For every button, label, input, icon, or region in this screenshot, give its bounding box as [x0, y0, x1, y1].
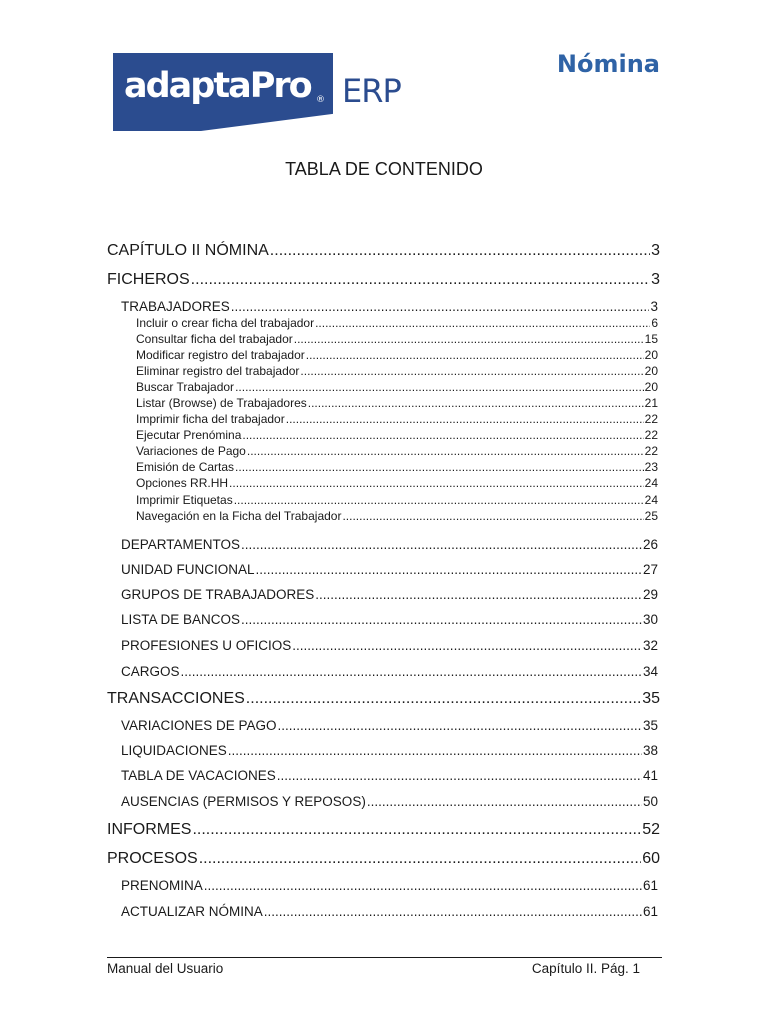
toc-entry-page-number: 61 — [642, 878, 658, 893]
toc-entry-label: TRABAJADORES — [121, 299, 230, 314]
toc-entry-page-number: 6 — [651, 316, 658, 330]
toc-dot-leader — [241, 537, 642, 552]
toc-entry-page-number: 3 — [651, 242, 660, 259]
footer-rule — [107, 957, 662, 958]
toc-entry-page-number: 22 — [644, 412, 658, 426]
toc-entry-page-number: 24 — [644, 493, 658, 507]
logo-erp-suffix: ERP — [342, 72, 401, 110]
toc-dot-leader — [278, 718, 642, 733]
toc-entry-page-number: 21 — [644, 396, 658, 410]
toc-dot-leader — [264, 904, 642, 919]
toc-dot-leader — [256, 562, 642, 577]
toc-entry-label: CARGOS — [121, 664, 180, 679]
toc-entry[interactable] — [121, 662, 658, 679]
toc-entry[interactable] — [136, 363, 658, 378]
toc-dot-leader — [234, 493, 644, 507]
toc-entry-label: AUSENCIAS (PERMISOS Y REPOSOS) — [121, 794, 366, 809]
toc-entry-label: PRENOMINA — [121, 878, 203, 893]
toc-entry-label: CAPÍTULO II NÓMINA — [107, 242, 269, 259]
toc-entry-page-number: 41 — [642, 768, 658, 783]
toc-dot-leader — [306, 348, 644, 362]
toc-dot-leader — [228, 743, 642, 758]
toc-entry-label: Ejecutar Prenómina — [136, 428, 242, 442]
toc-dot-leader — [192, 821, 641, 839]
toc-dot-leader — [270, 242, 650, 260]
toc-dot-leader — [242, 428, 643, 442]
toc-entry-label: LISTA DE BANCOS — [121, 612, 241, 627]
toc-entry[interactable] — [136, 395, 658, 410]
toc-entry-label: TRANSACCIONES — [107, 690, 245, 707]
toc-entry-label: GRUPOS DE TRABAJADORES — [121, 587, 315, 602]
toc-entry-label: PROCESOS — [107, 850, 198, 867]
toc-dot-leader — [294, 332, 644, 346]
toc-dot-leader — [315, 316, 650, 330]
toc-entry[interactable] — [136, 475, 658, 490]
toc-entry-label: Eliminar registro del trabajador — [136, 364, 300, 378]
toc-entry[interactable] — [136, 411, 658, 426]
toc-entry-label: DEPARTAMENTOS — [121, 537, 241, 552]
toc-dot-leader — [235, 380, 644, 394]
toc-entry[interactable] — [121, 766, 658, 783]
toc-entry[interactable] — [121, 585, 658, 602]
toc-dot-leader — [308, 396, 644, 410]
toc-entry-label: FICHEROS — [107, 271, 190, 288]
toc-entry[interactable] — [136, 459, 658, 474]
toc-dot-leader — [229, 476, 644, 490]
toc-dot-leader — [367, 794, 642, 809]
logo-text: adaptaPro — [124, 66, 311, 106]
toc-entry-page-number: 60 — [642, 850, 660, 867]
footer-manual-label: Manual del Usuario — [107, 961, 224, 976]
toc-entry-page-number: 26 — [642, 537, 658, 552]
toc-dot-leader — [241, 612, 642, 627]
toc-entry-label: LIQUIDACIONES — [121, 743, 227, 758]
toc-dot-leader — [292, 638, 642, 653]
toc-entry[interactable] — [107, 240, 660, 260]
toc-entry-label: Navegación en la Ficha del Trabajador — [136, 509, 342, 523]
toc-entry[interactable] — [121, 902, 658, 919]
toc-entry-label: Emisión de Cartas — [136, 460, 235, 474]
toc-entry-label: Imprimir Etiquetas — [136, 493, 233, 507]
toc-dot-leader — [204, 878, 642, 893]
toc-dot-leader — [277, 768, 642, 783]
toc-entry[interactable] — [121, 716, 658, 733]
toc-entry-page-number: 22 — [644, 428, 658, 442]
toc-entry[interactable] — [121, 876, 658, 893]
toc-entry[interactable] — [136, 315, 658, 330]
toc-entry-label: Variaciones de Pago — [136, 444, 246, 458]
toc-entry-label: Buscar Trabajador — [136, 380, 235, 394]
toc-entry-page-number: 35 — [642, 690, 660, 707]
toc-dot-leader — [246, 690, 641, 708]
toc-entry[interactable] — [136, 492, 658, 507]
toc-entry-label: PROFESIONES U OFICIOS — [121, 638, 292, 653]
toc-entry-page-number: 25 — [644, 509, 658, 523]
toc-entry[interactable] — [121, 636, 658, 653]
toc-dot-leader — [231, 299, 650, 314]
toc-entry[interactable] — [121, 741, 658, 758]
toc-entry-page-number: 24 — [644, 476, 658, 490]
toc-entry[interactable] — [136, 347, 658, 362]
toc-entry-page-number: 50 — [642, 794, 658, 809]
toc-entry[interactable] — [136, 331, 658, 346]
toc-entry-page-number: 32 — [642, 638, 658, 653]
toc-entry-page-number: 20 — [644, 348, 658, 362]
footer-page-label: Capítulo II. Pág. 1 — [531, 961, 640, 976]
toc-entry[interactable] — [121, 560, 658, 577]
toc-entry[interactable] — [136, 508, 658, 523]
toc-entry-page-number: 3 — [651, 271, 660, 288]
toc-entry-label: Incluir o crear ficha del trabajador — [136, 316, 315, 330]
toc-dot-leader — [300, 364, 643, 378]
toc-dot-leader — [247, 444, 644, 458]
toc-entry-page-number: 27 — [642, 562, 658, 577]
toc-entry[interactable] — [136, 443, 658, 458]
toc-entry-page-number: 22 — [644, 444, 658, 458]
toc-entry[interactable] — [107, 819, 660, 839]
toc-entry-label: UNIDAD FUNCIONAL — [121, 562, 255, 577]
toc-entry[interactable] — [107, 848, 660, 868]
toc-entry-page-number: 38 — [642, 743, 658, 758]
toc-dot-leader — [199, 850, 642, 868]
toc-entry-page-number: 52 — [642, 821, 660, 838]
toc-dot-leader — [315, 587, 642, 602]
toc-entry-label: Listar (Browse) de Trabajadores — [136, 396, 307, 410]
toc-entry-page-number: 29 — [642, 587, 658, 602]
toc-entry-label: Consultar ficha del trabajador — [136, 332, 293, 346]
logo-registered-mark: ® — [316, 95, 325, 105]
toc-entry-page-number: 61 — [642, 904, 658, 919]
toc-entry-label: Modificar registro del trabajador — [136, 348, 305, 362]
toc-entry-label: INFORMES — [107, 821, 192, 838]
toc-entry-label: Opciones RR.HH — [136, 476, 229, 490]
toc-entry[interactable] — [136, 427, 658, 442]
toc-entry[interactable] — [121, 792, 658, 809]
toc-entry-page-number: 20 — [644, 380, 658, 394]
toc-entry-page-number: 34 — [642, 664, 658, 679]
toc-entry-page-number: 15 — [644, 332, 658, 346]
toc-entry-label: Imprimir ficha del trabajador — [136, 412, 285, 426]
toc-entry-label: ACTUALIZAR NÓMINA — [121, 904, 263, 919]
toc-entry[interactable] — [136, 379, 658, 394]
toc-dot-leader — [235, 460, 644, 474]
toc-entry[interactable] — [121, 535, 658, 552]
toc-entry-page-number: 23 — [644, 460, 658, 474]
toc-dot-leader — [191, 271, 650, 289]
toc-entry[interactable] — [121, 610, 658, 627]
toc-dot-leader — [286, 412, 644, 426]
toc-entry-page-number: 30 — [642, 612, 658, 627]
toc-entry[interactable] — [107, 269, 660, 289]
toc-entry-page-number: 20 — [644, 364, 658, 378]
section-title: Nómina — [556, 50, 660, 78]
toc-entry[interactable] — [107, 688, 660, 708]
toc-entry-label: TABLA DE VACACIONES — [121, 768, 276, 783]
toc-entry-label: VARIACIONES DE PAGO — [121, 718, 277, 733]
toc-entry-page-number: 35 — [642, 718, 658, 733]
toc-entry-page-number: 3 — [650, 299, 658, 314]
toc-dot-leader — [181, 664, 642, 679]
toc-dot-leader — [342, 509, 643, 523]
toc-entry[interactable] — [121, 297, 658, 314]
toc-title: TABLA DE CONTENIDO — [285, 159, 483, 179]
